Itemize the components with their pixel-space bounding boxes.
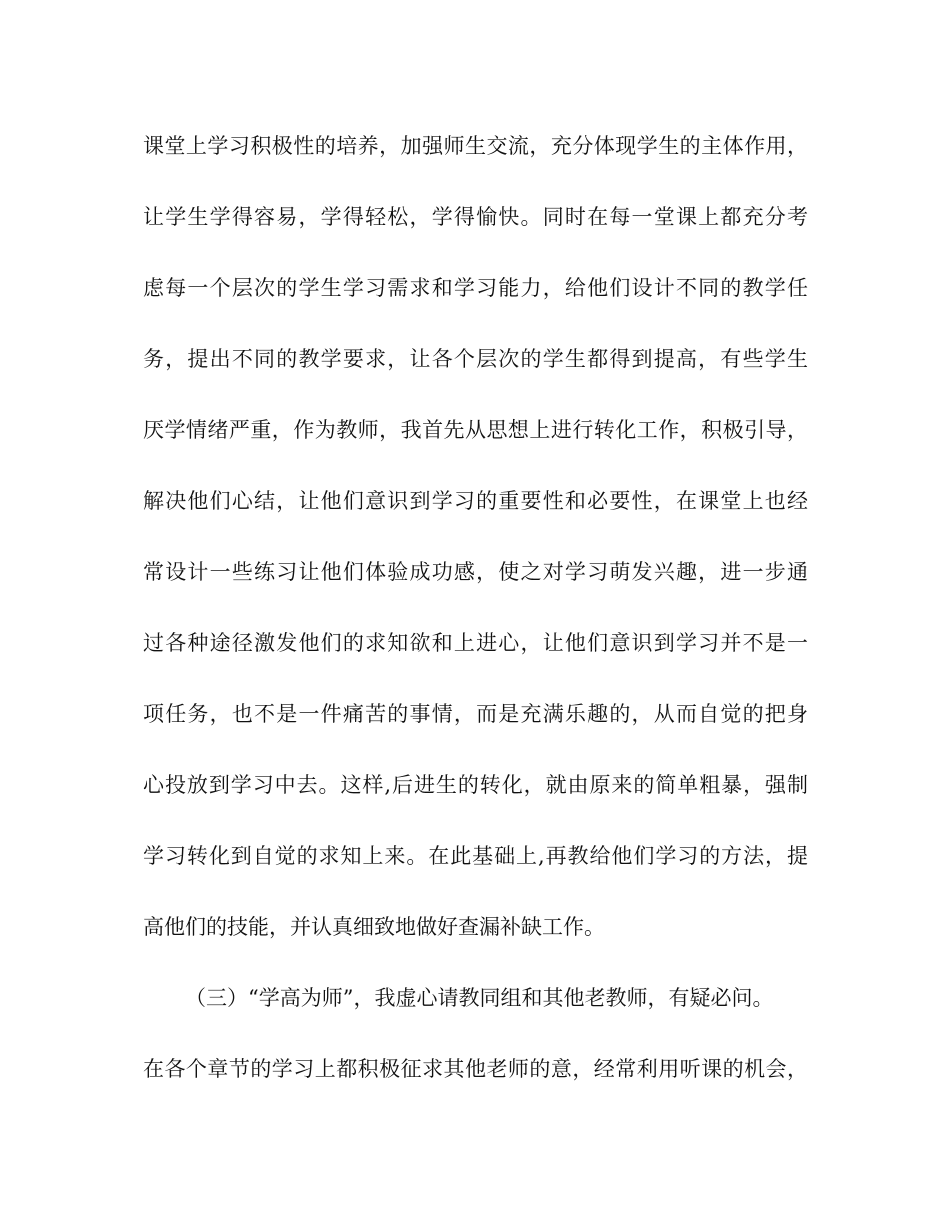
text-line-9: 项任务，也不是一件痛苦的事情，而是充满乐趣的，从而自觉的把身	[143, 702, 808, 726]
text-line-7: 常设计一些练习让他们体验成功感，使之对学习萌发兴趣，进一步通	[143, 560, 808, 584]
text-line-12: 高他们的技能，并认真细致地做好查漏补缺工作。	[143, 915, 605, 939]
text-line-5: 厌学情绪严重，作为教师，我首先从思想上进行转化工作，积极引导，	[143, 418, 808, 442]
text-line-8: 过各种途径激发他们的求知欲和上进心，让他们意识到学习并不是一	[143, 631, 808, 655]
text-line-6: 解决他们心结，让他们意识到学习的重要性和必要性，在课堂上也经	[143, 489, 808, 513]
section-heading-line: （三）“学高为师”，我虚心请教同组和其他老教师，有疑必问。	[185, 986, 774, 1010]
text-line-3: 虑每一个层次的学生学习需求和学习能力，给他们设计不同的教学任	[143, 276, 808, 300]
text-line-4: 务，提出不同的教学要求，让各个层次的学生都得到提高，有些学生	[143, 347, 808, 371]
text-line-1: 课堂上学习积极性的培养，加强师生交流，充分体现学生的主体作用，	[143, 134, 808, 158]
text-line-10: 心投放到学习中去。这样,后进生的转化，就由原来的简单粗暴，强制	[143, 773, 808, 797]
text-line-2: 让学生学得容易，学得轻松，学得愉快。同时在每一堂课上都充分考	[143, 205, 808, 229]
text-line-14: 在各个章节的学习上都积极征求其他老师的意，经常利用听课的机会，	[143, 1057, 808, 1081]
text-line-11: 学习转化到自觉的求知上来。在此基础上,再教给他们学习的方法，提	[143, 844, 808, 868]
